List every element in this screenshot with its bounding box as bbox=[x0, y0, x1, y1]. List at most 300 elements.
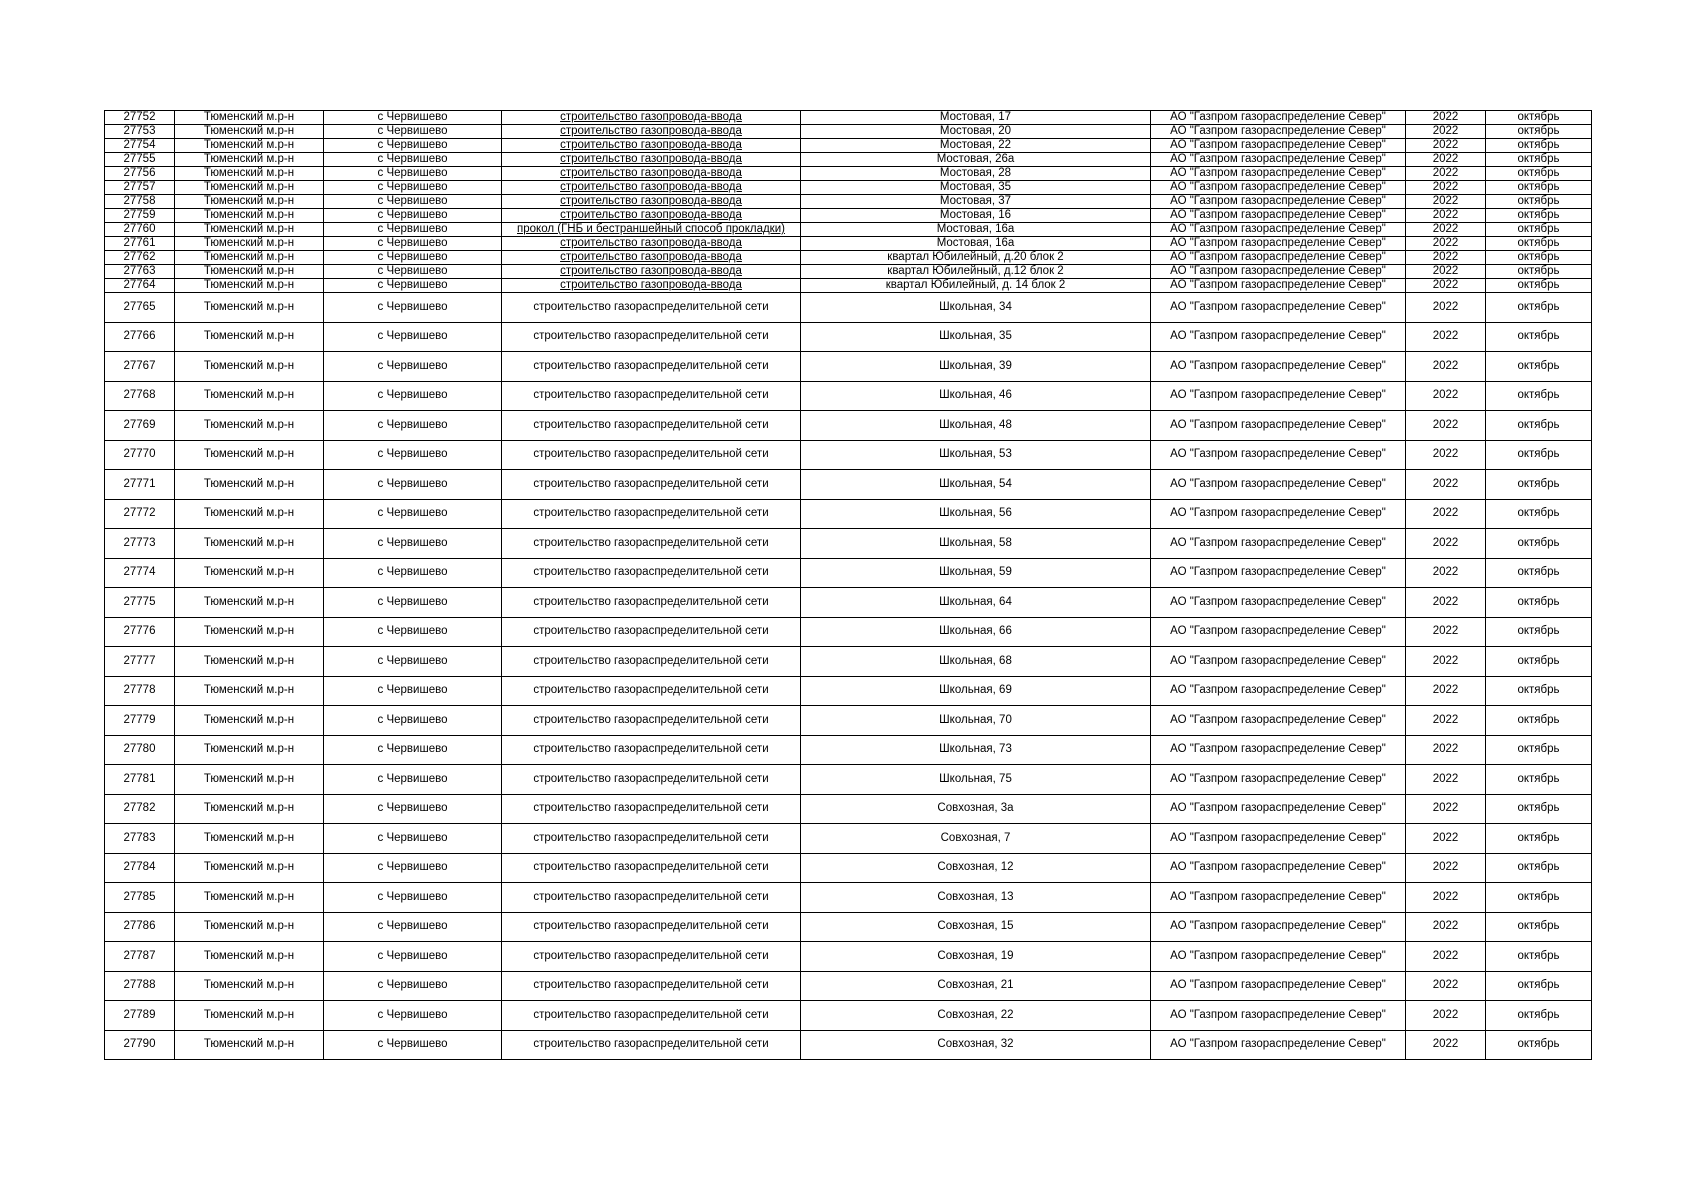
locality-cell: с Червишево bbox=[324, 223, 502, 237]
organization-cell: АО "Газпром газораспределение Север" bbox=[1151, 440, 1406, 470]
address-cell: Школьная, 39 bbox=[801, 352, 1151, 382]
locality-cell: с Червишево bbox=[324, 181, 502, 195]
month-cell: октябрь bbox=[1486, 111, 1592, 125]
record-number-cell: 27754 bbox=[105, 139, 175, 153]
year-cell: 2022 bbox=[1406, 322, 1486, 352]
district-cell: Тюменский м.р-н bbox=[175, 167, 324, 181]
organization-cell: АО "Газпром газораспределение Север" bbox=[1151, 942, 1406, 972]
year-cell: 2022 bbox=[1406, 139, 1486, 153]
table-row bbox=[105, 676, 1592, 706]
record-number-cell: 27789 bbox=[105, 1001, 175, 1031]
record-number-cell: 27779 bbox=[105, 706, 175, 736]
work-type-cell: строительство газопровода-ввода bbox=[502, 209, 801, 223]
month-cell: октябрь bbox=[1486, 942, 1592, 972]
year-cell: 2022 bbox=[1406, 588, 1486, 618]
district-cell: Тюменский м.р-н bbox=[175, 322, 324, 352]
table-row bbox=[105, 111, 1592, 125]
record-number-cell: 27787 bbox=[105, 942, 175, 972]
record-number-cell: 27760 bbox=[105, 223, 175, 237]
year-cell: 2022 bbox=[1406, 293, 1486, 323]
month-cell: октябрь bbox=[1486, 794, 1592, 824]
year-cell: 2022 bbox=[1406, 352, 1486, 382]
address-cell: Мостовая, 17 bbox=[801, 111, 1151, 125]
work-type-cell: строительство газораспределительной сети bbox=[502, 411, 801, 441]
record-number-cell: 27781 bbox=[105, 765, 175, 795]
organization-cell: АО "Газпром газораспределение Север" bbox=[1151, 617, 1406, 647]
district-cell: Тюменский м.р-н bbox=[175, 558, 324, 588]
district-cell: Тюменский м.р-н bbox=[175, 251, 324, 265]
work-type-cell: строительство газораспределительной сети bbox=[502, 499, 801, 529]
table-row bbox=[105, 322, 1592, 352]
year-cell: 2022 bbox=[1406, 381, 1486, 411]
work-type-cell: строительство газораспределительной сети bbox=[502, 440, 801, 470]
work-type-cell: строительство газораспределительной сети bbox=[502, 1001, 801, 1031]
year-cell: 2022 bbox=[1406, 735, 1486, 765]
table-row bbox=[105, 293, 1592, 323]
table-row bbox=[105, 139, 1592, 153]
district-cell: Тюменский м.р-н bbox=[175, 381, 324, 411]
address-cell: Совхозная, 13 bbox=[801, 883, 1151, 913]
record-number-cell: 27782 bbox=[105, 794, 175, 824]
work-type-cell: строительство газораспределительной сети bbox=[502, 617, 801, 647]
address-cell: Школьная, 35 bbox=[801, 322, 1151, 352]
table-row bbox=[105, 942, 1592, 972]
address-cell: квартал Юбилейный, д. 14 блок 2 bbox=[801, 279, 1151, 293]
year-cell: 2022 bbox=[1406, 499, 1486, 529]
record-number-cell: 27763 bbox=[105, 265, 175, 279]
address-cell: Школьная, 56 bbox=[801, 499, 1151, 529]
year-cell: 2022 bbox=[1406, 440, 1486, 470]
month-cell: октябрь bbox=[1486, 139, 1592, 153]
address-cell: Школьная, 64 bbox=[801, 588, 1151, 618]
year-cell: 2022 bbox=[1406, 529, 1486, 559]
organization-cell: АО "Газпром газораспределение Север" bbox=[1151, 381, 1406, 411]
table-row bbox=[105, 617, 1592, 647]
table-row bbox=[105, 971, 1592, 1001]
work-type-cell: строительство газораспределительной сети bbox=[502, 1030, 801, 1060]
address-cell: Школьная, 75 bbox=[801, 765, 1151, 795]
address-cell: Школьная, 68 bbox=[801, 647, 1151, 677]
work-type-cell: строительство газопровода-ввода bbox=[502, 139, 801, 153]
address-cell: Школьная, 69 bbox=[801, 676, 1151, 706]
month-cell: октябрь bbox=[1486, 470, 1592, 500]
month-cell: октябрь bbox=[1486, 279, 1592, 293]
locality-cell: с Червишево bbox=[324, 209, 502, 223]
locality-cell: с Червишево bbox=[324, 195, 502, 209]
table-row bbox=[105, 588, 1592, 618]
table-row bbox=[105, 735, 1592, 765]
work-type-cell: строительство газопровода-ввода bbox=[502, 251, 801, 265]
work-type-cell: строительство газопровода-ввода bbox=[502, 195, 801, 209]
district-cell: Тюменский м.р-н bbox=[175, 853, 324, 883]
table-row bbox=[105, 223, 1592, 237]
address-cell: Совхозная, 15 bbox=[801, 912, 1151, 942]
district-cell: Тюменский м.р-н bbox=[175, 181, 324, 195]
work-type-cell: строительство газораспределительной сети bbox=[502, 352, 801, 382]
organization-cell: АО "Газпром газораспределение Север" bbox=[1151, 251, 1406, 265]
locality-cell: с Червишево bbox=[324, 125, 502, 139]
year-cell: 2022 bbox=[1406, 279, 1486, 293]
month-cell: октябрь bbox=[1486, 883, 1592, 913]
work-type-cell: строительство газораспределительной сети bbox=[502, 794, 801, 824]
organization-cell: АО "Газпром газораспределение Север" bbox=[1151, 765, 1406, 795]
table-row bbox=[105, 824, 1592, 854]
work-type-cell: строительство газораспределительной сети bbox=[502, 293, 801, 323]
district-cell: Тюменский м.р-н bbox=[175, 647, 324, 677]
record-number-cell: 27773 bbox=[105, 529, 175, 559]
district-cell: Тюменский м.р-н bbox=[175, 440, 324, 470]
locality-cell: с Червишево bbox=[324, 381, 502, 411]
work-type-cell: строительство газораспределительной сети bbox=[502, 735, 801, 765]
record-number-cell: 27756 bbox=[105, 167, 175, 181]
locality-cell: с Червишево bbox=[324, 558, 502, 588]
table-row bbox=[105, 470, 1592, 500]
month-cell: октябрь bbox=[1486, 617, 1592, 647]
month-cell: октябрь bbox=[1486, 440, 1592, 470]
record-number-cell: 27788 bbox=[105, 971, 175, 1001]
address-cell: Мостовая, 22 bbox=[801, 139, 1151, 153]
district-cell: Тюменский м.р-н bbox=[175, 470, 324, 500]
organization-cell: АО "Газпром газораспределение Север" bbox=[1151, 794, 1406, 824]
address-cell: Школьная, 66 bbox=[801, 617, 1151, 647]
work-type-cell: строительство газораспределительной сети bbox=[502, 647, 801, 677]
locality-cell: с Червишево bbox=[324, 794, 502, 824]
record-number-cell: 27758 bbox=[105, 195, 175, 209]
locality-cell: с Червишево bbox=[324, 352, 502, 382]
district-cell: Тюменский м.р-н bbox=[175, 706, 324, 736]
record-number-cell: 27771 bbox=[105, 470, 175, 500]
month-cell: октябрь bbox=[1486, 125, 1592, 139]
address-cell: Школьная, 73 bbox=[801, 735, 1151, 765]
table-row bbox=[105, 411, 1592, 441]
month-cell: октябрь bbox=[1486, 195, 1592, 209]
month-cell: октябрь bbox=[1486, 1001, 1592, 1031]
month-cell: октябрь bbox=[1486, 209, 1592, 223]
month-cell: октябрь bbox=[1486, 912, 1592, 942]
record-number-cell: 27777 bbox=[105, 647, 175, 677]
organization-cell: АО "Газпром газораспределение Север" bbox=[1151, 971, 1406, 1001]
address-cell: Совхозная, 22 bbox=[801, 1001, 1151, 1031]
organization-cell: АО "Газпром газораспределение Север" bbox=[1151, 1030, 1406, 1060]
organization-cell: АО "Газпром газораспределение Север" bbox=[1151, 588, 1406, 618]
locality-cell: с Червишево bbox=[324, 617, 502, 647]
work-type-cell: строительство газораспределительной сети bbox=[502, 558, 801, 588]
address-cell: Совхозная, 32 bbox=[801, 1030, 1151, 1060]
month-cell: октябрь bbox=[1486, 381, 1592, 411]
record-number-cell: 27755 bbox=[105, 153, 175, 167]
work-type-cell: строительство газопровода-ввода bbox=[502, 153, 801, 167]
year-cell: 2022 bbox=[1406, 470, 1486, 500]
year-cell: 2022 bbox=[1406, 647, 1486, 677]
record-number-cell: 27772 bbox=[105, 499, 175, 529]
work-type-cell: строительство газораспределительной сети bbox=[502, 853, 801, 883]
gas-works-table bbox=[104, 110, 1592, 1060]
organization-cell: АО "Газпром газораспределение Север" bbox=[1151, 499, 1406, 529]
district-cell: Тюменский м.р-н bbox=[175, 735, 324, 765]
organization-cell: АО "Газпром газораспределение Север" bbox=[1151, 676, 1406, 706]
month-cell: октябрь bbox=[1486, 322, 1592, 352]
table-row bbox=[105, 265, 1592, 279]
district-cell: Тюменский м.р-н bbox=[175, 499, 324, 529]
organization-cell: АО "Газпром газораспределение Север" bbox=[1151, 529, 1406, 559]
month-cell: октябрь bbox=[1486, 237, 1592, 251]
table-row bbox=[105, 251, 1592, 265]
work-type-cell: строительство газораспределительной сети bbox=[502, 824, 801, 854]
work-type-cell: строительство газопровода-ввода bbox=[502, 279, 801, 293]
month-cell: октябрь bbox=[1486, 1030, 1592, 1060]
district-cell: Тюменский м.р-н bbox=[175, 971, 324, 1001]
table-row bbox=[105, 912, 1592, 942]
address-cell: Школьная, 54 bbox=[801, 470, 1151, 500]
organization-cell: АО "Газпром газораспределение Север" bbox=[1151, 293, 1406, 323]
table-row bbox=[105, 153, 1592, 167]
organization-cell: АО "Газпром газораспределение Север" bbox=[1151, 209, 1406, 223]
table-row bbox=[105, 558, 1592, 588]
locality-cell: с Червишево bbox=[324, 853, 502, 883]
organization-cell: АО "Газпром газораспределение Север" bbox=[1151, 647, 1406, 677]
organization-cell: АО "Газпром газораспределение Север" bbox=[1151, 1001, 1406, 1031]
address-cell: Школьная, 58 bbox=[801, 529, 1151, 559]
district-cell: Тюменский м.р-н bbox=[175, 1001, 324, 1031]
record-number-cell: 27768 bbox=[105, 381, 175, 411]
work-type-cell: строительство газораспределительной сети bbox=[502, 706, 801, 736]
address-cell: Совхозная, 3а bbox=[801, 794, 1151, 824]
locality-cell: с Червишево bbox=[324, 237, 502, 251]
year-cell: 2022 bbox=[1406, 617, 1486, 647]
locality-cell: с Червишево bbox=[324, 883, 502, 913]
month-cell: октябрь bbox=[1486, 971, 1592, 1001]
district-cell: Тюменский м.р-н bbox=[175, 411, 324, 441]
work-type-cell: прокол (ГНБ и бестраншейный способ прокладки) bbox=[502, 223, 801, 237]
work-type-cell: строительство газопровода-ввода bbox=[502, 237, 801, 251]
record-number-cell: 27770 bbox=[105, 440, 175, 470]
organization-cell: АО "Газпром газораспределение Север" bbox=[1151, 735, 1406, 765]
work-type-cell: строительство газораспределительной сети bbox=[502, 676, 801, 706]
year-cell: 2022 bbox=[1406, 942, 1486, 972]
district-cell: Тюменский м.р-н bbox=[175, 942, 324, 972]
locality-cell: с Червишево bbox=[324, 824, 502, 854]
district-cell: Тюменский м.р-н bbox=[175, 237, 324, 251]
district-cell: Тюменский м.р-н bbox=[175, 111, 324, 125]
table-row bbox=[105, 794, 1592, 824]
year-cell: 2022 bbox=[1406, 153, 1486, 167]
year-cell: 2022 bbox=[1406, 676, 1486, 706]
table-row bbox=[105, 125, 1592, 139]
table-row bbox=[105, 381, 1592, 411]
month-cell: октябрь bbox=[1486, 223, 1592, 237]
month-cell: октябрь bbox=[1486, 265, 1592, 279]
month-cell: октябрь bbox=[1486, 529, 1592, 559]
month-cell: октябрь bbox=[1486, 824, 1592, 854]
year-cell: 2022 bbox=[1406, 824, 1486, 854]
work-type-cell: строительство газораспределительной сети bbox=[502, 381, 801, 411]
record-number-cell: 27769 bbox=[105, 411, 175, 441]
table-row bbox=[105, 237, 1592, 251]
record-number-cell: 27790 bbox=[105, 1030, 175, 1060]
record-number-cell: 27786 bbox=[105, 912, 175, 942]
record-number-cell: 27776 bbox=[105, 617, 175, 647]
month-cell: октябрь bbox=[1486, 676, 1592, 706]
record-number-cell: 27785 bbox=[105, 883, 175, 913]
address-cell: квартал Юбилейный, д.20 блок 2 bbox=[801, 251, 1151, 265]
organization-cell: АО "Газпром газораспределение Север" bbox=[1151, 265, 1406, 279]
district-cell: Тюменский м.р-н bbox=[175, 293, 324, 323]
year-cell: 2022 bbox=[1406, 265, 1486, 279]
district-cell: Тюменский м.р-н bbox=[175, 824, 324, 854]
work-type-cell: строительство газораспределительной сети bbox=[502, 883, 801, 913]
year-cell: 2022 bbox=[1406, 251, 1486, 265]
locality-cell: с Червишево bbox=[324, 1001, 502, 1031]
month-cell: октябрь bbox=[1486, 499, 1592, 529]
table-row bbox=[105, 765, 1592, 795]
month-cell: октябрь bbox=[1486, 765, 1592, 795]
work-type-cell: строительство газораспределительной сети bbox=[502, 971, 801, 1001]
work-type-cell: строительство газопровода-ввода bbox=[502, 167, 801, 181]
organization-cell: АО "Газпром газораспределение Север" bbox=[1151, 853, 1406, 883]
district-cell: Тюменский м.р-н bbox=[175, 588, 324, 618]
locality-cell: с Червишево bbox=[324, 676, 502, 706]
locality-cell: с Червишево bbox=[324, 647, 502, 677]
locality-cell: с Червишево bbox=[324, 293, 502, 323]
record-number-cell: 27780 bbox=[105, 735, 175, 765]
address-cell: Совхозная, 21 bbox=[801, 971, 1151, 1001]
district-cell: Тюменский м.р-н bbox=[175, 1030, 324, 1060]
address-cell: Школьная, 48 bbox=[801, 411, 1151, 441]
year-cell: 2022 bbox=[1406, 209, 1486, 223]
locality-cell: с Червишево bbox=[324, 529, 502, 559]
month-cell: октябрь bbox=[1486, 153, 1592, 167]
table-row bbox=[105, 195, 1592, 209]
work-type-cell: строительство газораспределительной сети bbox=[502, 529, 801, 559]
locality-cell: с Червишево bbox=[324, 1030, 502, 1060]
locality-cell: с Червишево bbox=[324, 153, 502, 167]
table-row bbox=[105, 647, 1592, 677]
locality-cell: с Червишево bbox=[324, 322, 502, 352]
address-cell: Мостовая, 16а bbox=[801, 223, 1151, 237]
organization-cell: АО "Газпром газораспределение Север" bbox=[1151, 883, 1406, 913]
table-row bbox=[105, 352, 1592, 382]
work-type-cell: строительство газопровода-ввода bbox=[502, 111, 801, 125]
month-cell: октябрь bbox=[1486, 735, 1592, 765]
record-number-cell: 27761 bbox=[105, 237, 175, 251]
organization-cell: АО "Газпром газораспределение Север" bbox=[1151, 470, 1406, 500]
address-cell: Мостовая, 16 bbox=[801, 209, 1151, 223]
record-number-cell: 27774 bbox=[105, 558, 175, 588]
organization-cell: АО "Газпром газораспределение Север" bbox=[1151, 322, 1406, 352]
locality-cell: с Червишево bbox=[324, 265, 502, 279]
work-type-cell: строительство газораспределительной сети bbox=[502, 470, 801, 500]
work-type-cell: строительство газораспределительной сети bbox=[502, 942, 801, 972]
record-number-cell: 27752 bbox=[105, 111, 175, 125]
year-cell: 2022 bbox=[1406, 195, 1486, 209]
address-cell: Мостовая, 28 bbox=[801, 167, 1151, 181]
table-row bbox=[105, 499, 1592, 529]
record-number-cell: 27759 bbox=[105, 209, 175, 223]
district-cell: Тюменский м.р-н bbox=[175, 223, 324, 237]
table-row bbox=[105, 167, 1592, 181]
work-type-cell: строительство газораспределительной сети bbox=[502, 912, 801, 942]
month-cell: октябрь bbox=[1486, 853, 1592, 883]
month-cell: октябрь bbox=[1486, 411, 1592, 441]
month-cell: октябрь bbox=[1486, 293, 1592, 323]
district-cell: Тюменский м.р-н bbox=[175, 195, 324, 209]
organization-cell: АО "Газпром газораспределение Север" bbox=[1151, 237, 1406, 251]
month-cell: октябрь bbox=[1486, 181, 1592, 195]
organization-cell: АО "Газпром газораспределение Север" bbox=[1151, 153, 1406, 167]
table-row bbox=[105, 1030, 1592, 1060]
organization-cell: АО "Газпром газораспределение Север" bbox=[1151, 167, 1406, 181]
district-cell: Тюменский м.р-н bbox=[175, 883, 324, 913]
year-cell: 2022 bbox=[1406, 181, 1486, 195]
record-number-cell: 27757 bbox=[105, 181, 175, 195]
organization-cell: АО "Газпром газораспределение Север" bbox=[1151, 558, 1406, 588]
year-cell: 2022 bbox=[1406, 912, 1486, 942]
record-number-cell: 27765 bbox=[105, 293, 175, 323]
locality-cell: с Червишево bbox=[324, 942, 502, 972]
year-cell: 2022 bbox=[1406, 167, 1486, 181]
district-cell: Тюменский м.р-н bbox=[175, 125, 324, 139]
table-row bbox=[105, 853, 1592, 883]
district-cell: Тюменский м.р-н bbox=[175, 279, 324, 293]
address-cell: Мостовая, 26а bbox=[801, 153, 1151, 167]
organization-cell: АО "Газпром газораспределение Север" bbox=[1151, 181, 1406, 195]
address-cell: Совхозная, 12 bbox=[801, 853, 1151, 883]
record-number-cell: 27783 bbox=[105, 824, 175, 854]
record-number-cell: 27764 bbox=[105, 279, 175, 293]
address-cell: Школьная, 70 bbox=[801, 706, 1151, 736]
organization-cell: АО "Газпром газораспределение Север" bbox=[1151, 111, 1406, 125]
organization-cell: АО "Газпром газораспределение Север" bbox=[1151, 352, 1406, 382]
organization-cell: АО "Газпром газораспределение Север" bbox=[1151, 824, 1406, 854]
year-cell: 2022 bbox=[1406, 125, 1486, 139]
year-cell: 2022 bbox=[1406, 765, 1486, 795]
district-cell: Тюменский м.р-н bbox=[175, 529, 324, 559]
record-number-cell: 27784 bbox=[105, 853, 175, 883]
district-cell: Тюменский м.р-н bbox=[175, 139, 324, 153]
locality-cell: с Червишево bbox=[324, 111, 502, 125]
organization-cell: АО "Газпром газораспределение Север" bbox=[1151, 125, 1406, 139]
year-cell: 2022 bbox=[1406, 237, 1486, 251]
organization-cell: АО "Газпром газораспределение Север" bbox=[1151, 912, 1406, 942]
district-cell: Тюменский м.р-н bbox=[175, 153, 324, 167]
address-cell: Школьная, 46 bbox=[801, 381, 1151, 411]
organization-cell: АО "Газпром газораспределение Север" bbox=[1151, 223, 1406, 237]
year-cell: 2022 bbox=[1406, 1001, 1486, 1031]
locality-cell: с Червишево bbox=[324, 279, 502, 293]
year-cell: 2022 bbox=[1406, 558, 1486, 588]
district-cell: Тюменский м.р-н bbox=[175, 352, 324, 382]
locality-cell: с Червишево bbox=[324, 765, 502, 795]
locality-cell: с Червишево bbox=[324, 971, 502, 1001]
table-row bbox=[105, 181, 1592, 195]
month-cell: октябрь bbox=[1486, 588, 1592, 618]
locality-cell: с Червишево bbox=[324, 139, 502, 153]
district-cell: Тюменский м.р-н bbox=[175, 265, 324, 279]
month-cell: октябрь bbox=[1486, 352, 1592, 382]
work-type-cell: строительство газопровода-ввода bbox=[502, 125, 801, 139]
table-row bbox=[105, 883, 1592, 913]
address-cell: Школьная, 59 bbox=[801, 558, 1151, 588]
record-number-cell: 27766 bbox=[105, 322, 175, 352]
organization-cell: АО "Газпром газораспределение Север" bbox=[1151, 706, 1406, 736]
work-type-cell: строительство газораспределительной сети bbox=[502, 322, 801, 352]
district-cell: Тюменский м.р-н bbox=[175, 676, 324, 706]
work-type-cell: строительство газораспределительной сети bbox=[502, 765, 801, 795]
record-number-cell: 27775 bbox=[105, 588, 175, 618]
year-cell: 2022 bbox=[1406, 111, 1486, 125]
locality-cell: с Червишево bbox=[324, 706, 502, 736]
year-cell: 2022 bbox=[1406, 706, 1486, 736]
